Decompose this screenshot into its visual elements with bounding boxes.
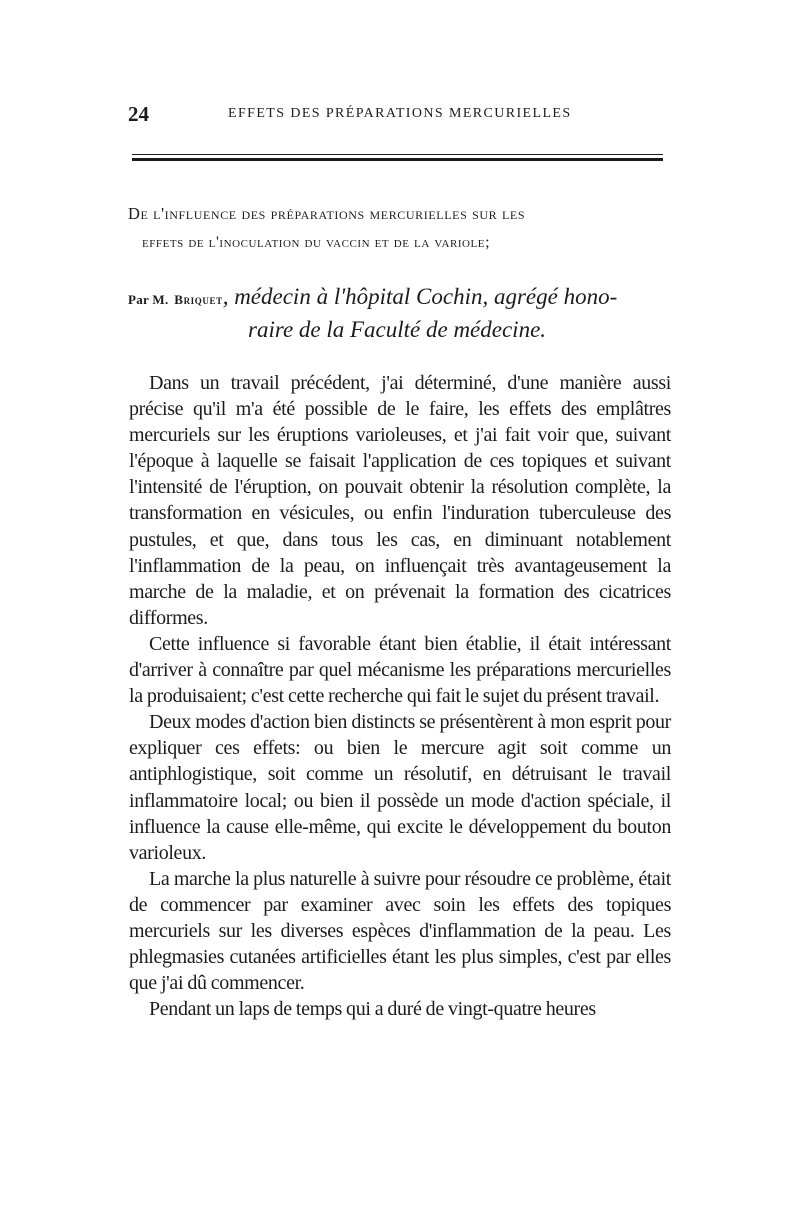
article-title <box>128 199 673 257</box>
paragraph: Dans un travail précédent, j'ai déterminé, d'une manière aussi précise qu'il m'a été possible de le faire, les effets des emplâtres mercuriels sur les éruptions varioleuses, et j'ai fait voir que, suivant l'époque à laquelle se faisait l'application de ces topiques et suivant l'intensité de l'éruption, on pouvait obtenir la résolution complète, la transformation en vésicules, ou enfin l'induration tuberculeuse des pustules, et que, dans tous les cas, en diminuant notablement l'inflammation de la peau, on influençait très avantageusement la marche de la maladie, et on prévenait la formation des cicatrices difformes. <box>129 372 671 629</box>
author-name: Briquet <box>174 292 223 307</box>
paragraph: La marche la plus naturelle à suivre pour résoudre ce problème, était de commencer par examiner avec soin les effets des topiques mercuriels sur les diverses espèces d'inflammation de la peau. Les phlegmasies cutanées artificielles étant les plus simples, c'est par elles que j'ai dû commencer. <box>129 867 671 995</box>
paragraph: Deux modes d'action bien distincts se présentèrent à mon esprit pour expliquer ces effets: ou bien le mercure agit soit comme un antiphlogistique, soit comme un résolutif, en détruisant le travail inflammatoire local; ou bien il possède un mode d'action spéciale, il influence la cause elle-même, qui excite le développement du bouton varioleux. <box>129 711 671 864</box>
running-title: EFFETS DES PRÉPARATIONS MERCURIELLES <box>228 106 572 121</box>
header-rule-thick <box>132 158 663 161</box>
body-text <box>129 370 671 1022</box>
paragraph: Pendant un laps de temps qui a duré de vingt-quatre heures <box>149 998 596 1021</box>
page-number: 24 <box>128 102 149 126</box>
byline-prefix: Par M. <box>128 292 169 307</box>
author-affiliation: , médecin à l'hôpital Cochin, agrégé hono- <box>222 284 618 309</box>
paragraph: Cette influence si favorable étant bien établie, il était intéressant d'arriver à connaître par quel mécanisme les préparations mercurielles la produisaient; c'est cette recherche qui fait le sujet du présent travail. <box>129 632 671 708</box>
byline <box>128 282 673 345</box>
article-title-line-1: De l'influence des préparations mercurielles sur les <box>128 204 526 223</box>
header-rule-thin <box>132 154 663 155</box>
author-affiliation-continued: raire de la Faculté de médecine. <box>248 317 547 342</box>
running-head <box>128 100 676 128</box>
article-title-line-2: effets de l'inoculation du vaccin et de la variole; <box>142 234 491 251</box>
